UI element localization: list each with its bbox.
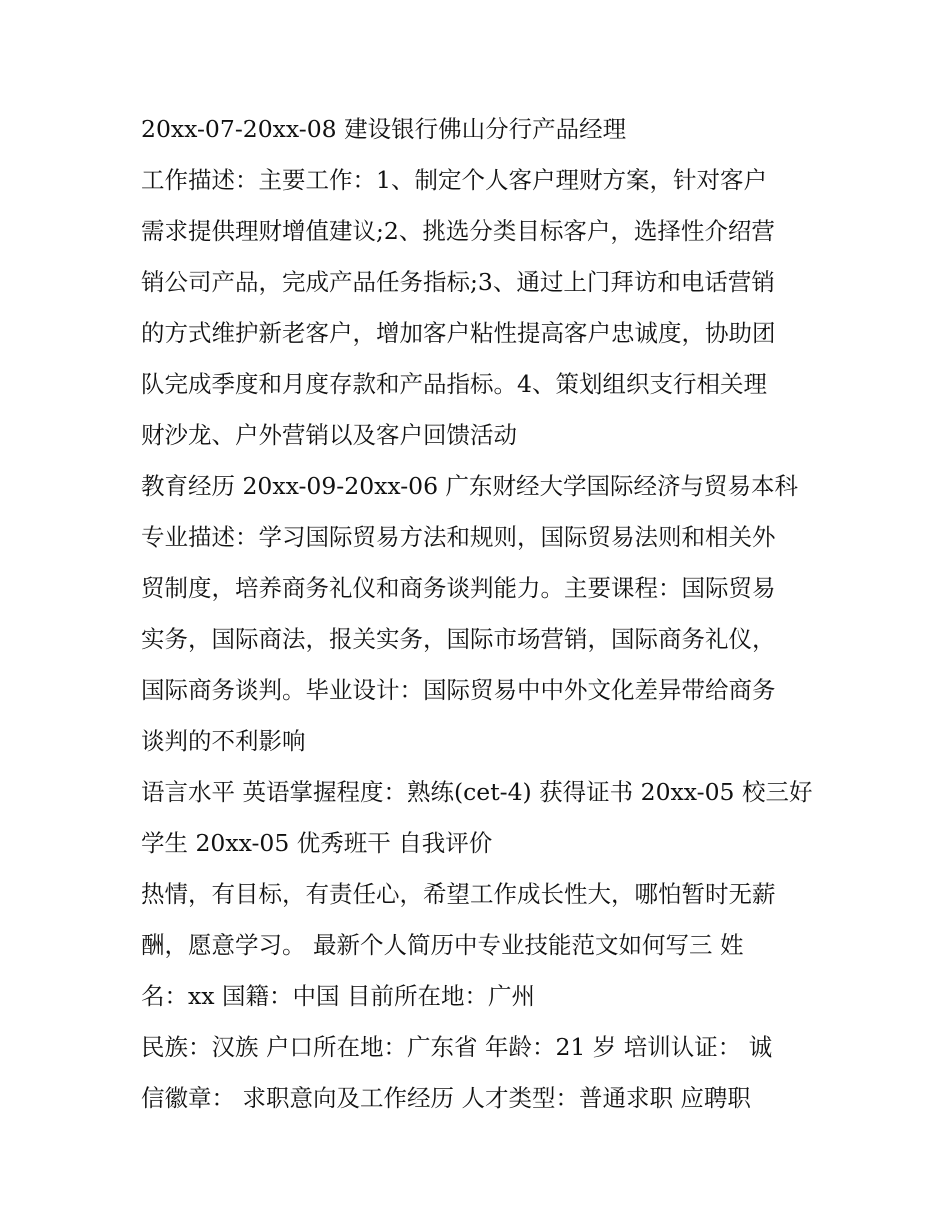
text-line: 工作描述：主要工作：1、制定个人客户理财方案，针对客户 [141,166,767,194]
text-line: 语言水平 英语掌握程度：熟练(cet-4) 获得证书 20xx-05 校三好 [141,778,813,806]
text-line: 需求提供理财增值建议;2、挑选分类目标客户，选择性介绍营 [141,217,775,245]
text-line: 热情，有目标，有责任心，希望工作成长性大，哪怕暂时无薪 [141,880,776,908]
text-line: 的方式维护新老客户，增加客户粘性提高客户忠诚度，协助团 [141,319,776,347]
text-line: 民族：汉族 户口所在地：广东省 年龄：21 岁 培训认证： 诚 [141,1033,773,1061]
text-line: 队完成季度和月度存款和产品指标。4、策划组织支行相关理 [141,370,767,398]
text-line: 信徽章： 求职意向及工作经历 人才类型：普通求职 应聘职 [141,1084,751,1112]
text-line: 贸制度，培养商务礼仪和商务谈判能力。主要课程：国际贸易 [141,574,776,602]
text-line: 20xx-07-20xx-08 建设银行佛山分行产品经理 [141,115,627,143]
text-line: 专业描述：学习国际贸易方法和规则，国际贸易法则和相关外 [141,523,776,551]
text-line: 学生 20xx-05 优秀班干 自我评价 [141,829,493,857]
text-line: 酬，愿意学习。 最新个人简历中专业技能范文如何写三 姓 [141,931,744,959]
text-line: 教育经历 20xx-09-20xx-06 广东财经大学国际经济与贸易本科 [141,472,799,500]
text-line: 谈判的不利影响 [141,727,306,755]
text-line: 名：xx 国籍：中国 目前所在地：广州 [141,982,535,1010]
text-line: 实务，国际商法，报关实务，国际市场营销，国际商务礼仪， [141,625,776,653]
text-line: 销公司产品，完成产品任务指标;3、通过上门拜访和电话营销 [141,268,775,296]
text-line: 国际商务谈判。毕业设计：国际贸易中中外文化差异带给商务 [141,676,776,704]
document-body [141,104,821,1124]
text-line: 财沙龙、户外营销以及客户回馈活动 [141,421,517,449]
